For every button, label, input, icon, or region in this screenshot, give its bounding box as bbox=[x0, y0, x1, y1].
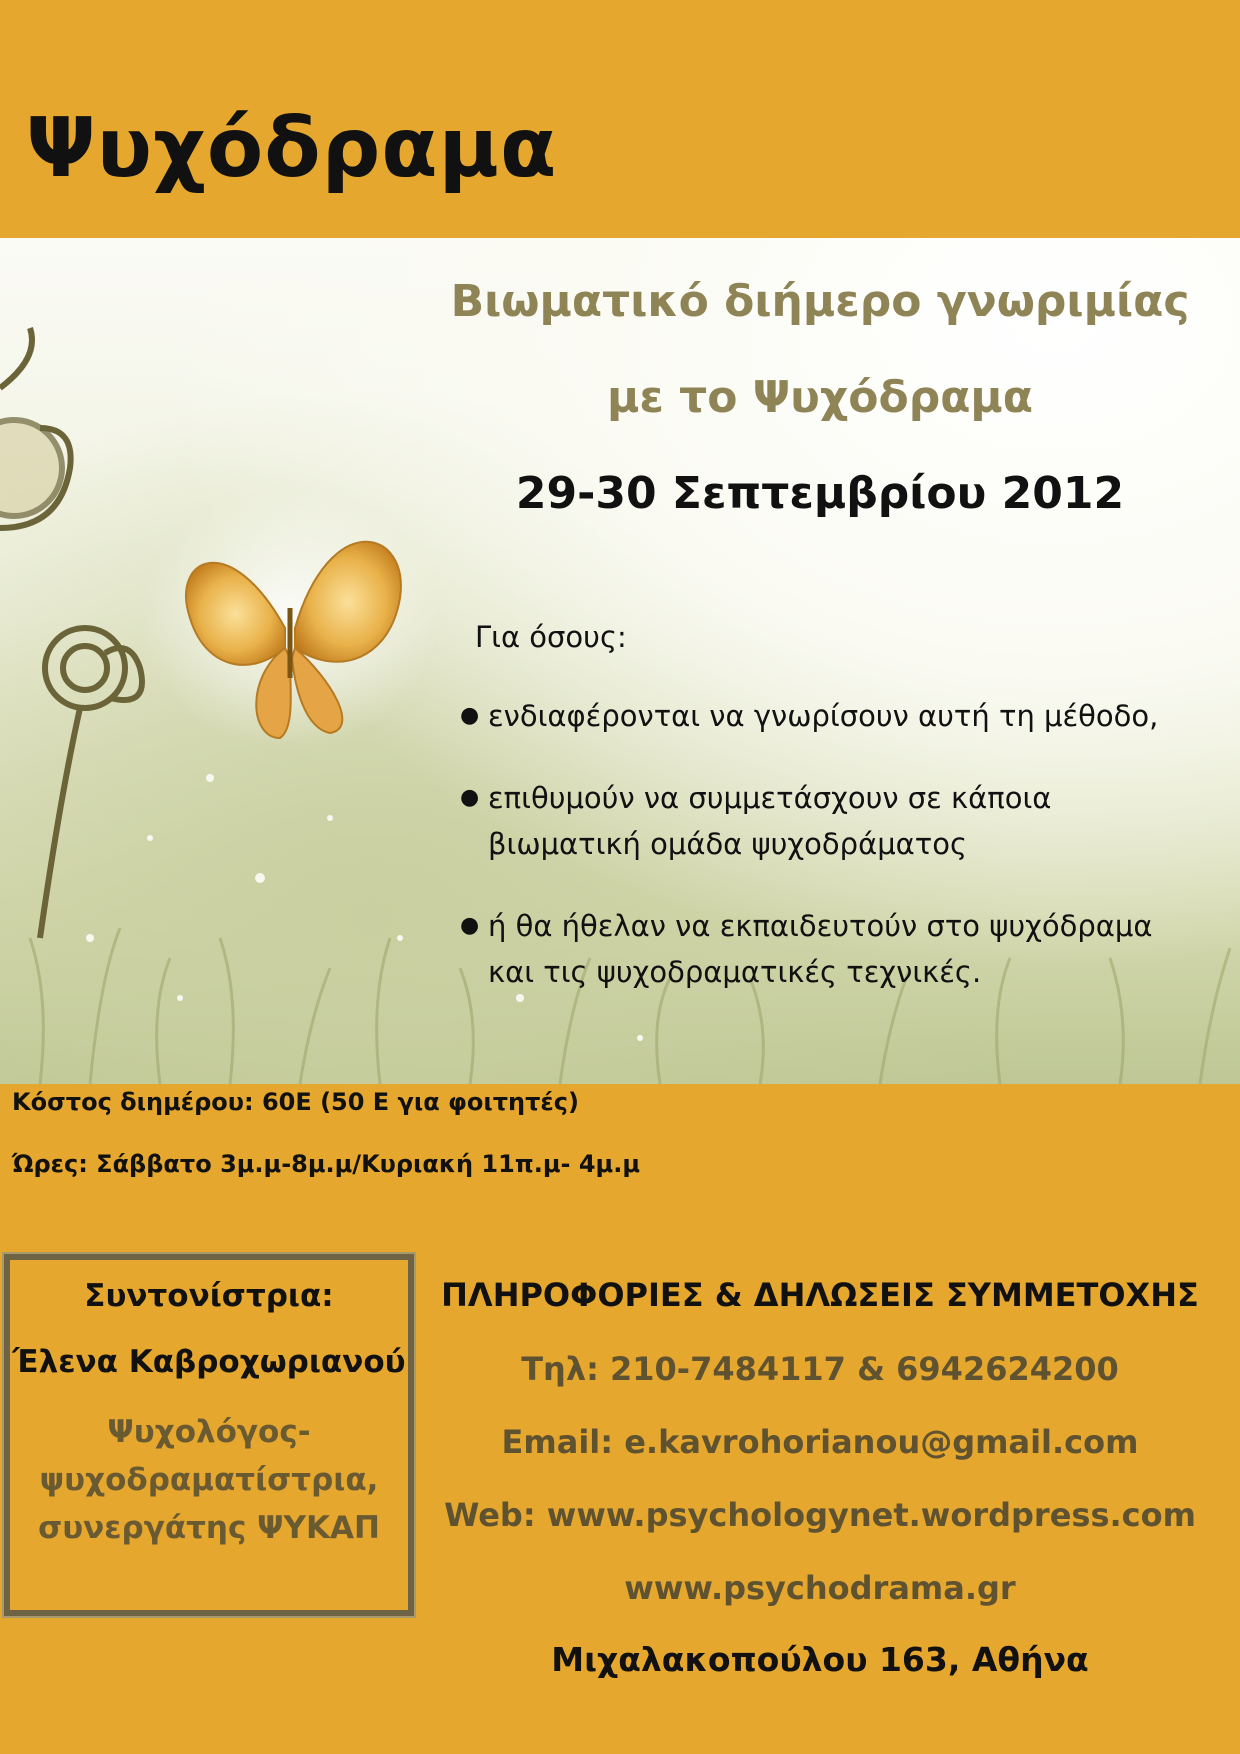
list-item bbox=[460, 693, 1220, 739]
coordinator-role-line: συνεργάτης ΨΥΚΑΠ bbox=[38, 1510, 380, 1546]
event-date: 29-30 Σεπτεμβρίου 2012 bbox=[515, 468, 1125, 519]
butterfly-icon bbox=[140, 488, 440, 748]
hero-section bbox=[0, 238, 1240, 1084]
subtitle-line-2: με το Ψυχόδραμα bbox=[606, 372, 1034, 423]
contact-web-secondary[interactable]: www.psychodrama.gr bbox=[624, 1569, 1016, 1607]
contact-web[interactable]: Web: www.psychologynet.wordpress.com bbox=[444, 1496, 1196, 1534]
contact-email[interactable]: Email: e.kavrohorianou@gmail.com bbox=[501, 1423, 1139, 1461]
coordinator-name: Έλενα Καβροχωριανού bbox=[12, 1344, 406, 1380]
coordinator-box bbox=[4, 1254, 414, 1616]
contact-address: Μιχαλακοπούλου 163, Αθήνα bbox=[551, 1640, 1089, 1679]
coordinator-role-line: ψυχοδραματίστρια, bbox=[39, 1462, 379, 1498]
coordinator-role bbox=[10, 1408, 408, 1552]
poster-title: Ψυχόδραμα bbox=[26, 101, 558, 196]
list-item-line: βιωματική ομάδα ψυχοδράματος bbox=[488, 827, 967, 861]
audience-intro: Για όσους: bbox=[475, 620, 627, 654]
header-band bbox=[0, 0, 1240, 238]
list-item-line: και τις ψυχοδραματικές τεχνικές. bbox=[488, 955, 982, 989]
hours-info: Ώρες: Σάββατο 3μ.μ-8μ.μ/Κυριακή 11π.μ- 4μ.μ bbox=[12, 1150, 640, 1178]
subtitle-line-1: Βιωματικό διήμερο γνωριμίας bbox=[450, 276, 1190, 327]
list-item-line: ή θα ήθελαν να εκπαιδευτούν στο ψυχόδραμα bbox=[488, 909, 1153, 943]
contact-heading: ΠΛΗΡΟΦΟΡΙΕΣ & ΔΗΛΩΣΕΙΣ ΣΥΜΜΕΤΟΧΗΣ bbox=[441, 1276, 1199, 1314]
list-item-line: επιθυμούν να συμμετάσχουν σε κάποια bbox=[488, 781, 1052, 815]
cost-info: Κόστος διημέρου: 60Ε (50 Ε για φοιτητές) bbox=[12, 1088, 579, 1116]
swirl-ornament-icon bbox=[0, 328, 142, 938]
audience-list bbox=[460, 693, 1220, 1031]
list-item-line: ενδιαφέρονται να γνωρίσουν αυτή τη μέθοδο, bbox=[488, 699, 1159, 733]
contact-phone: Τηλ: 210-7484117 & 6942624200 bbox=[521, 1350, 1119, 1388]
coordinator-role-line: Ψυχολόγος- bbox=[107, 1414, 311, 1450]
list-item bbox=[460, 775, 1220, 867]
coordinator-label: Συντονίστρια: bbox=[84, 1278, 334, 1314]
list-item bbox=[460, 903, 1220, 995]
